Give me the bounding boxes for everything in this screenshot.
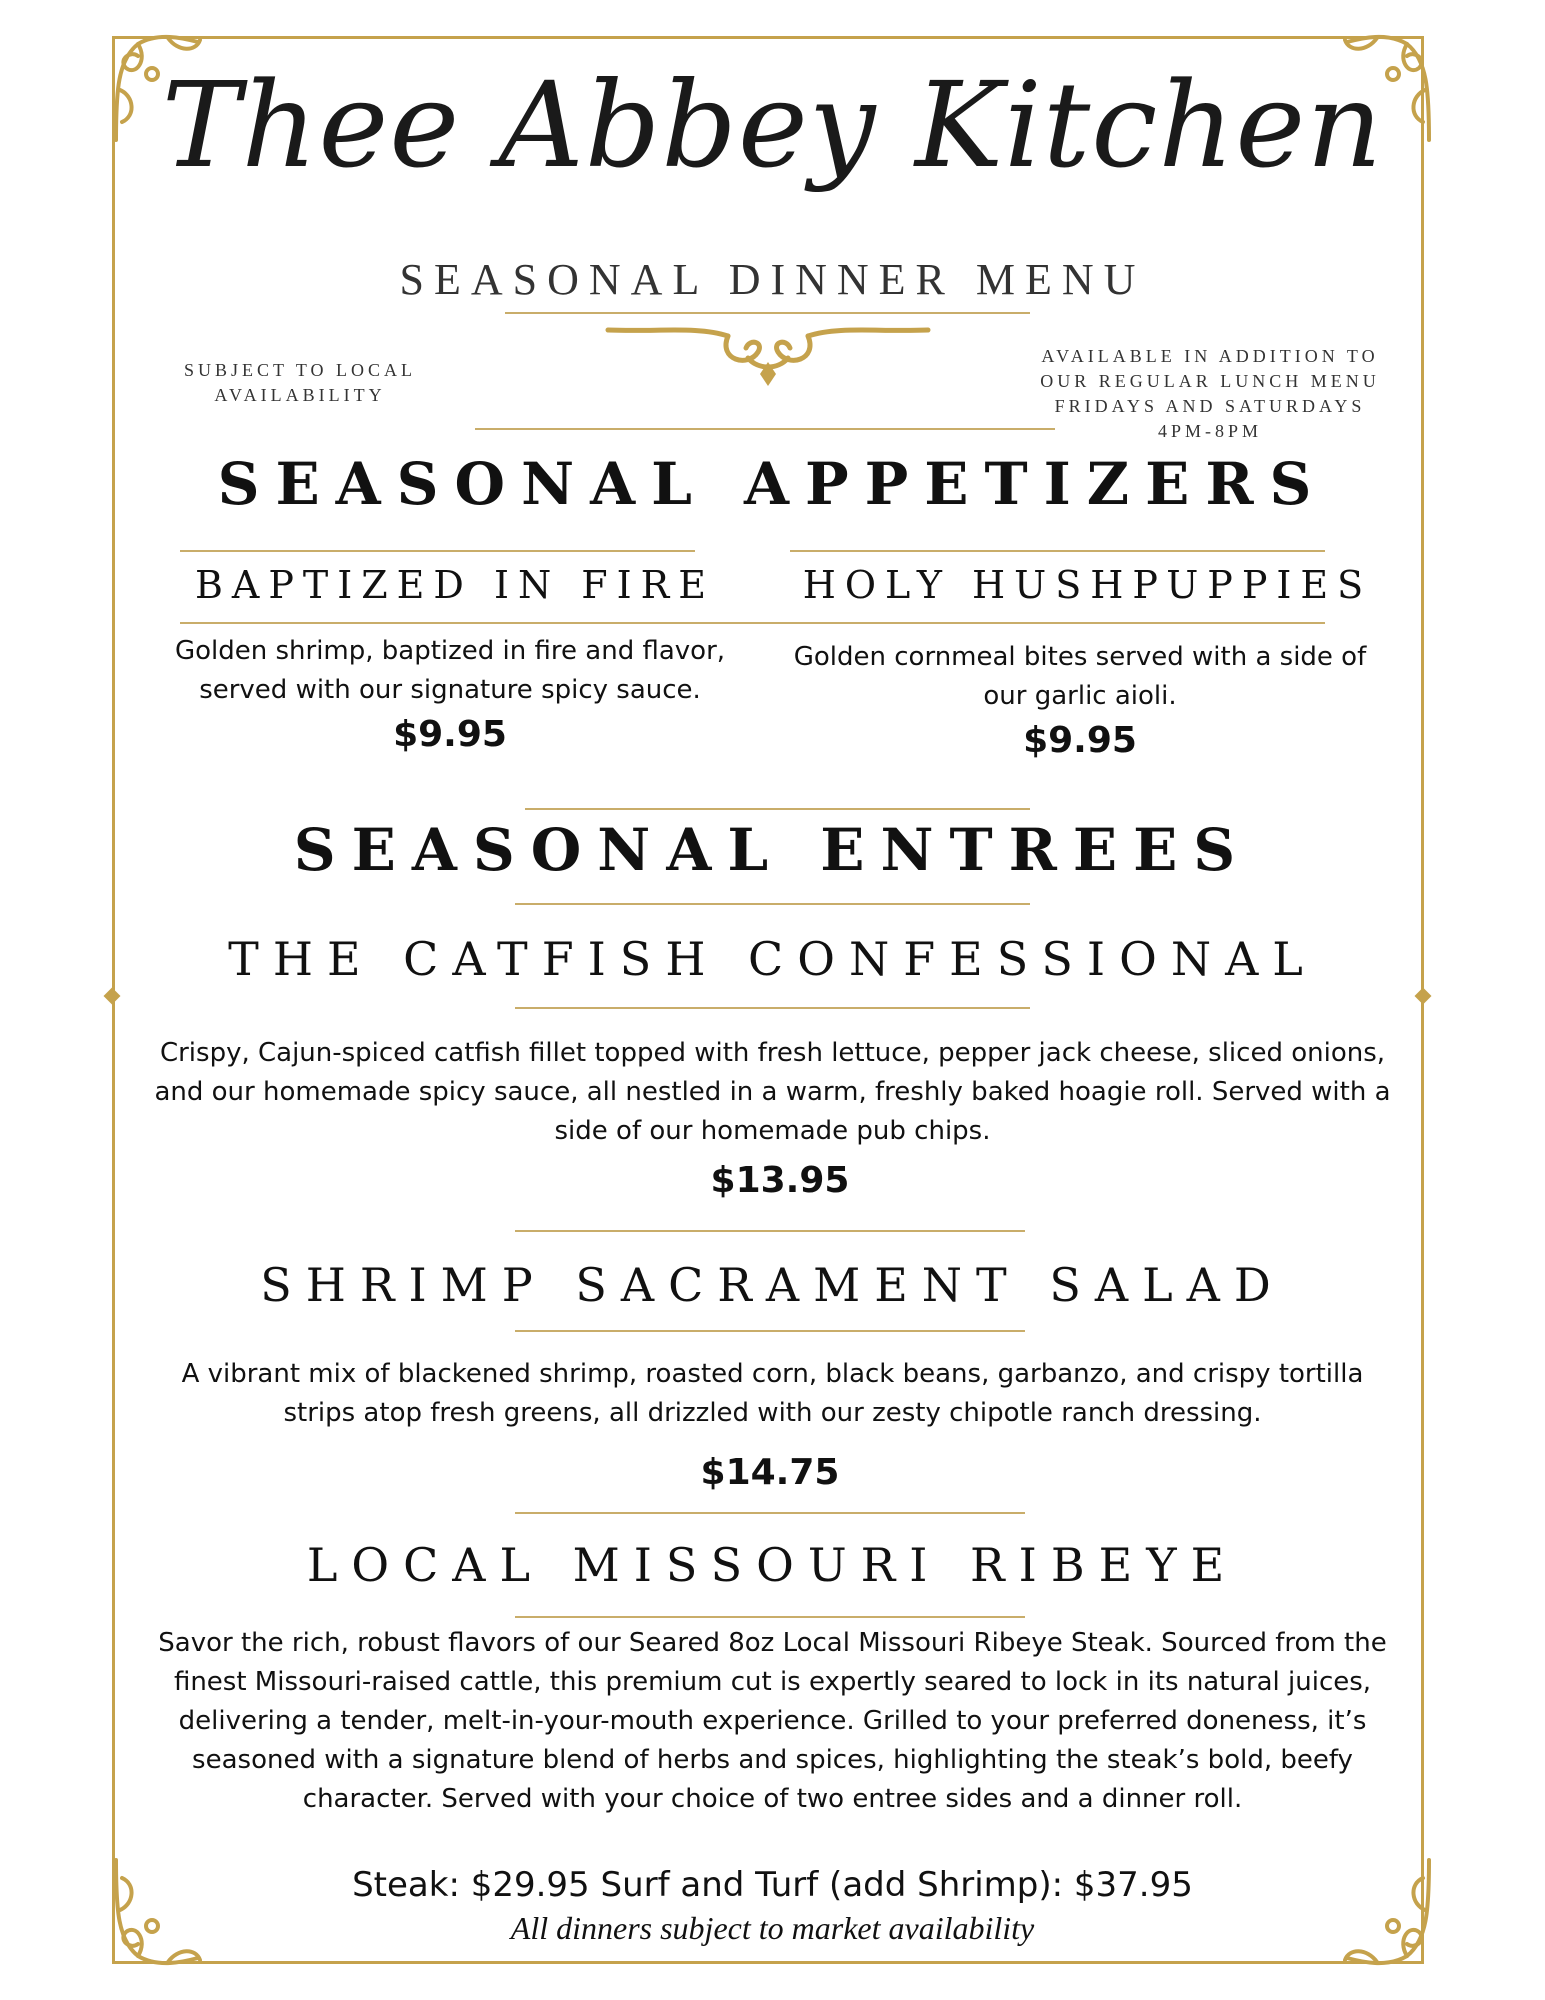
hours-note xyxy=(1030,344,1390,444)
hours-line: FRIDAYS AND SATURDAYS xyxy=(1054,396,1366,416)
hours-line: AVAILABLE IN ADDITION TO xyxy=(1041,346,1379,366)
entree-rule xyxy=(515,1512,1025,1514)
entree-price: $14.75 xyxy=(700,1452,840,1493)
footer-note: All dinners subject to market availability xyxy=(510,1910,1035,1946)
entree-description: Crispy, Cajun-spiced catfish fillet topped with fresh lettuce, pepper jack cheese, sliced onions, and our homemade spicy sauce, all nestled in a warm, freshly baked hoagie roll. Served with a side of our homemade pub chips. xyxy=(154,1038,1391,1146)
scroll-flourish-icon xyxy=(598,318,938,388)
restaurant-title: Thee Abbey Kitchen xyxy=(161,56,1384,194)
entree-name: THE CATFISH CONFESSIONAL xyxy=(228,932,1317,986)
appetizer-name: BAPTIZED IN FIRE xyxy=(194,563,716,607)
hours-line: OUR REGULAR LUNCH MENU xyxy=(1040,371,1380,391)
header-rule xyxy=(475,428,1055,430)
entree-name: SHRIMP SACRAMENT SALAD xyxy=(260,1258,1285,1312)
appetizer-name: HOLY HUSHPUPPIES xyxy=(802,563,1373,607)
appetizer-price: $9.95 xyxy=(393,714,507,755)
entrees-heading: SEASONAL ENTREES xyxy=(293,816,1252,884)
appetizer-rule xyxy=(180,622,1325,624)
entree-description: Savor the rich, robust flavors of our Seared 8oz Local Missouri Ribeye Steak. Sourced from the finest Missouri-raised cattle, this premium cut is expertly seared to lock in its natural juices, delivering a tender, melt-in-your-mouth experience. Grilled to your preferred doneness, it’s seasoned with a signature blend of herbs and spices, highlighting the steak’s bold, beefy character. Served with your choice of two entree sides and a dinner roll. xyxy=(158,1628,1387,1814)
section-rule xyxy=(515,903,1030,905)
appetizer-price: $9.95 xyxy=(1023,720,1137,761)
appetizer-rule xyxy=(180,550,695,552)
entree-rule xyxy=(515,1330,1025,1332)
availability-note: SUBJECT TO LOCAL AVAILABILITY xyxy=(183,360,417,405)
entree-rule xyxy=(515,1616,1025,1618)
appetizer-description: Golden shrimp, baptized in fire and flavor, served with our signature spicy sauce. xyxy=(174,636,726,705)
appetizer-description: Golden cornmeal bites served with a side of our garlic aioli. xyxy=(793,642,1367,711)
entree-description: A vibrant mix of blackened shrimp, roasted corn, black beans, garbanzo, and crispy tortilla strips atop fresh greens, all drizzled with our zesty chipotle ranch dressing. xyxy=(181,1359,1364,1428)
appetizers-heading: SEASONAL APPETIZERS xyxy=(217,450,1328,518)
appetizer-rule xyxy=(790,550,1325,552)
menu-subtitle: SEASONAL DINNER MENU xyxy=(399,255,1146,304)
subtitle-rule xyxy=(505,312,1030,314)
entree-price: Steak: $29.95 Surf and Turf (add Shrimp): $37.95 xyxy=(352,1865,1193,1905)
hours-line: 4PM-8PM xyxy=(1157,421,1263,441)
entree-rule xyxy=(515,1007,1030,1009)
entree-price: $13.95 xyxy=(710,1160,850,1201)
entree-rule xyxy=(515,1230,1025,1232)
entree-name: LOCAL MISSOURI RIBEYE xyxy=(306,1538,1239,1592)
